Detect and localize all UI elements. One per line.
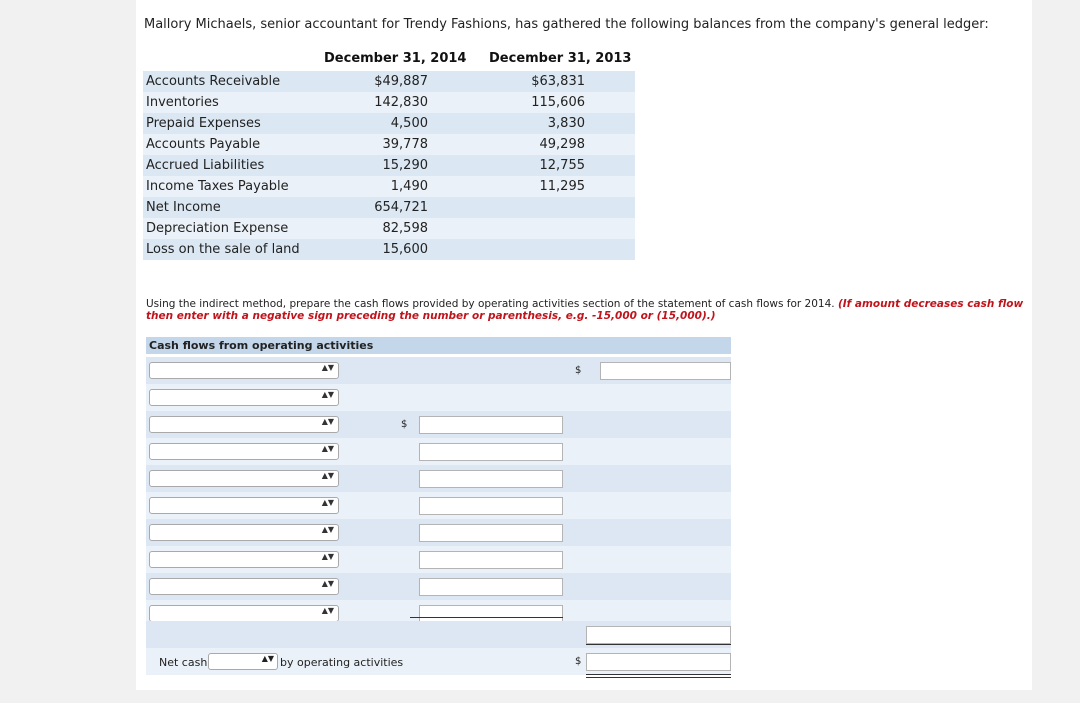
value-2013: 11,295 (539, 179, 585, 194)
row-label: Accrued Liabilities (146, 158, 265, 173)
select-arrows-icon: ▲▼ (321, 498, 334, 507)
instructions-text: Using the indirect method, prepare the cash flows provided by operating activities section of the statement of cash flows for 2014. (146, 298, 838, 310)
cash-flow-row (146, 357, 731, 384)
ledger-table (143, 71, 635, 260)
row-label: Prepaid Expenses (146, 116, 261, 131)
adjustment-amount-input[interactable] (419, 551, 563, 569)
subtotal-underline (410, 617, 563, 618)
value-2014: 15,290 (382, 158, 428, 173)
table-row (143, 92, 635, 113)
value-2013: 3,830 (547, 116, 585, 131)
row-label: Depreciation Expense (146, 221, 289, 236)
table-row (143, 176, 635, 197)
select-arrows-icon: ▲▼ (321, 444, 334, 453)
value-2013: 49,298 (539, 137, 585, 152)
row-label: Loss on the sale of land (146, 242, 300, 257)
instructions-hint: (If amount decreases cash flow then enter with a negative sign preceding the number or parenthesis, e.g. -15,000 or (15,000).) (146, 298, 1024, 322)
cash-flow-row (146, 384, 731, 411)
row-label: Net Income (146, 200, 221, 215)
value-2014: 39,778 (382, 137, 428, 152)
select-arrows-icon: ▲▼ (321, 552, 334, 561)
total-adjustments-underline (586, 644, 731, 645)
currency-symbol: $ (401, 419, 408, 430)
line-item-select[interactable] (149, 362, 339, 379)
net-cash-suffix: by operating activities (280, 656, 404, 669)
value-2014: 15,600 (382, 242, 428, 257)
currency-symbol: $ (575, 656, 582, 667)
table-row (143, 239, 635, 260)
value-2014: 1,490 (390, 179, 428, 194)
value-2014: 4,500 (390, 116, 428, 131)
adjustment-select[interactable] (149, 551, 339, 568)
row-label: Income Taxes Payable (146, 179, 289, 194)
net-cash-row (146, 648, 731, 675)
select-arrows-icon: ▲▼ (321, 417, 334, 426)
column-header-2014: December 31, 2014 (324, 51, 467, 66)
select-arrows-icon: ▲▼ (321, 390, 334, 399)
net-cash-double-underline-2 (586, 677, 731, 678)
table-row (143, 113, 635, 134)
adjustment-select[interactable] (149, 578, 339, 595)
adjustment-select[interactable] (149, 470, 339, 487)
table-row (143, 71, 635, 92)
adjustment-amount-input[interactable] (419, 578, 563, 596)
table-row (143, 155, 635, 176)
table-row (143, 197, 635, 218)
total-amount-input[interactable] (600, 362, 731, 380)
adjustment-select[interactable] (149, 497, 339, 514)
cash-flow-row (146, 465, 731, 492)
select-arrows-icon: ▲▼ (321, 363, 334, 372)
net-cash-amount-input[interactable] (586, 653, 731, 671)
value-2014: 142,830 (374, 95, 428, 110)
adjustment-select[interactable] (149, 605, 339, 622)
adjustment-amount-input[interactable] (419, 443, 563, 461)
value-2014: 82,598 (382, 221, 428, 236)
cash-flow-section-header: Cash flows from operating activities (146, 337, 731, 354)
table-row (143, 134, 635, 155)
cash-flow-row (146, 519, 731, 546)
row-label: Inventories (146, 95, 219, 110)
adjustment-amount-input[interactable] (419, 470, 563, 488)
value-2013: 12,755 (539, 158, 585, 173)
value-2013: $63,831 (531, 74, 585, 89)
instructions (146, 298, 1036, 322)
adjustments-label-select[interactable] (149, 389, 339, 406)
value-2013: 115,606 (531, 95, 585, 110)
adjustment-amount-input[interactable] (419, 497, 563, 515)
adjustment-select[interactable] (149, 524, 339, 541)
net-cash-double-underline-1 (586, 674, 731, 675)
value-2014: $49,887 (374, 74, 428, 89)
cash-flow-row (146, 573, 731, 600)
adjustment-amount-input[interactable] (419, 416, 563, 434)
problem-intro: Mallory Michaels, senior accountant for Trendy Fashions, has gathered the following balances from the company's general ledger: (144, 17, 989, 32)
column-header-2013: December 31, 2013 (489, 51, 632, 66)
value-2014: 654,721 (374, 200, 428, 215)
cash-flow-row (146, 546, 731, 573)
select-arrows-icon: ▲▼ (321, 525, 334, 534)
currency-symbol: $ (575, 365, 582, 376)
adjustment-select[interactable] (149, 443, 339, 460)
cash-flow-row (146, 492, 731, 519)
cash-flow-row (146, 438, 731, 465)
adjustment-select[interactable] (149, 416, 339, 433)
cash-flow-row (146, 411, 731, 438)
row-label: Accounts Payable (146, 137, 261, 152)
total-adjustments-input[interactable] (586, 626, 731, 644)
select-arrows-icon: ▲▼ (321, 471, 334, 480)
select-arrows-icon: ▲▼ (261, 654, 274, 663)
net-cash-label: Net cash (159, 656, 208, 669)
select-arrows-icon: ▲▼ (321, 579, 334, 588)
row-label: Accounts Receivable (146, 74, 281, 89)
table-row (143, 218, 635, 239)
select-arrows-icon: ▲▼ (321, 606, 334, 615)
net-cash-type-select[interactable] (208, 653, 278, 670)
adjustment-amount-input[interactable] (419, 524, 563, 542)
